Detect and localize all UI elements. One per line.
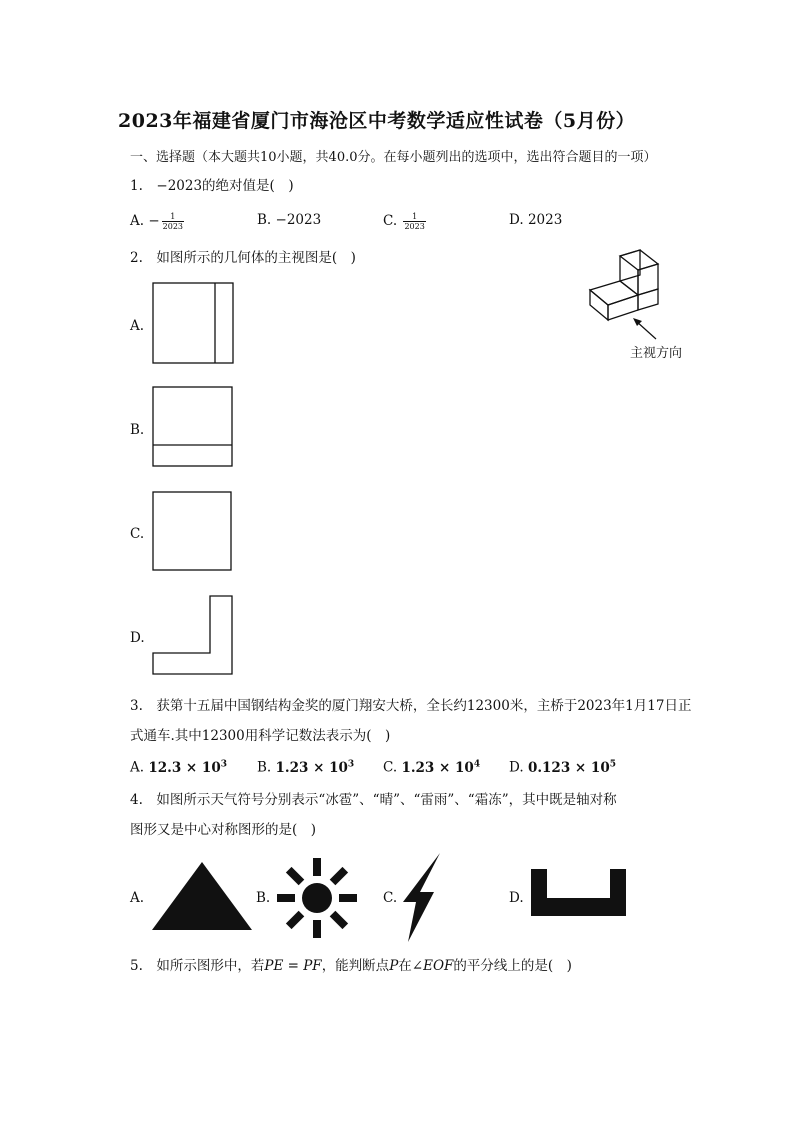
option-a-value: $12.3 \times 10^3$ <box>148 759 227 776</box>
option-label: B. <box>257 759 272 776</box>
question-1-stem: 1. −2023的绝对值是( ) <box>130 178 294 194</box>
question-4-line-1: 4. 如图所示天气符号分别表示“冰雹”、“晴”、“雷雨”、“霜冻”，其中既是轴对称 <box>130 792 617 808</box>
view-direction-caption: 主视方向 <box>630 346 683 361</box>
option-a-fraction: $\frac{1}{2023}$ <box>162 212 184 231</box>
q4-option-b-label[interactable]: B. <box>256 890 271 906</box>
frost-u-shape-icon[interactable] <box>530 868 628 918</box>
q4-option-a-label[interactable]: A. <box>130 890 145 906</box>
question-3-line-1: 3. 获第十五届中国钢结构金奖的厦门翔安大桥，全长约12300米，主桥于2023年1月17日正 <box>130 698 692 714</box>
section-header: 一、选择题（本大题共10小题，共40.0分。在每小题列出的选项中，选出符合题目的一项） <box>130 150 657 165</box>
option-label: D. <box>509 759 524 776</box>
option-d-value: $0.123 \times 10^5$ <box>527 759 616 776</box>
q3-option-a[interactable] <box>130 759 227 776</box>
q2-option-d-label[interactable]: D. <box>130 630 145 646</box>
q2-option-c-figure[interactable] <box>152 491 234 573</box>
q3-option-d[interactable] <box>509 759 616 776</box>
option-b-value: $1.23 \times 10^3$ <box>275 759 355 776</box>
q2-option-d-figure[interactable] <box>152 595 234 677</box>
option-label: A. <box>130 213 145 229</box>
option-label: D. <box>509 212 524 228</box>
q4-option-d-label[interactable]: D. <box>509 890 524 906</box>
q1-option-a[interactable] <box>130 212 184 231</box>
q2-option-b-figure[interactable] <box>152 386 234 468</box>
question-3-line-2: 式通车.其中12300用科学记数法表示为( ) <box>130 728 391 744</box>
question-5-stem: 5. 如所示图形中，若PE = PF，能判断点P在∠EOF的平分线上的是( ) <box>130 958 572 974</box>
q3-option-c[interactable] <box>383 759 480 776</box>
q2-option-a-label[interactable]: A. <box>130 318 145 334</box>
hail-triangle-icon[interactable] <box>150 860 254 932</box>
option-a-sign: − <box>148 213 160 229</box>
option-label: B. <box>257 212 272 228</box>
question-2-stem: 2. 如图所示的几何体的主视图是( ) <box>130 250 356 266</box>
q1-option-d[interactable] <box>509 212 562 228</box>
option-label: C. <box>383 759 398 776</box>
question-4-line-2: 图形又是中心对称图形的是( ) <box>130 822 317 838</box>
view-direction-arrow <box>630 317 660 343</box>
lightning-bolt-icon[interactable] <box>400 852 446 944</box>
q2-option-a-figure[interactable] <box>152 282 234 364</box>
option-c-value: $1.23 \times 10^4$ <box>401 759 481 776</box>
q1-option-c[interactable] <box>383 212 426 231</box>
option-b-value: −2023 <box>275 212 322 228</box>
q2-option-b-label[interactable]: B. <box>130 422 145 438</box>
page-title: 2023年福建省厦门市海沧区中考数学适应性试卷（5月份） <box>118 110 636 132</box>
sun-icon[interactable] <box>275 856 359 940</box>
option-d-value: 2023 <box>527 212 563 228</box>
q3-option-b[interactable] <box>257 759 354 776</box>
q2-option-c-label[interactable]: C. <box>130 526 145 542</box>
option-label: C. <box>383 213 398 229</box>
option-c-fraction: $\frac{1}{2023}$ <box>404 212 425 231</box>
q1-option-b[interactable] <box>257 212 321 228</box>
option-label: A. <box>130 759 145 776</box>
q4-option-c-label[interactable]: C. <box>383 890 398 906</box>
